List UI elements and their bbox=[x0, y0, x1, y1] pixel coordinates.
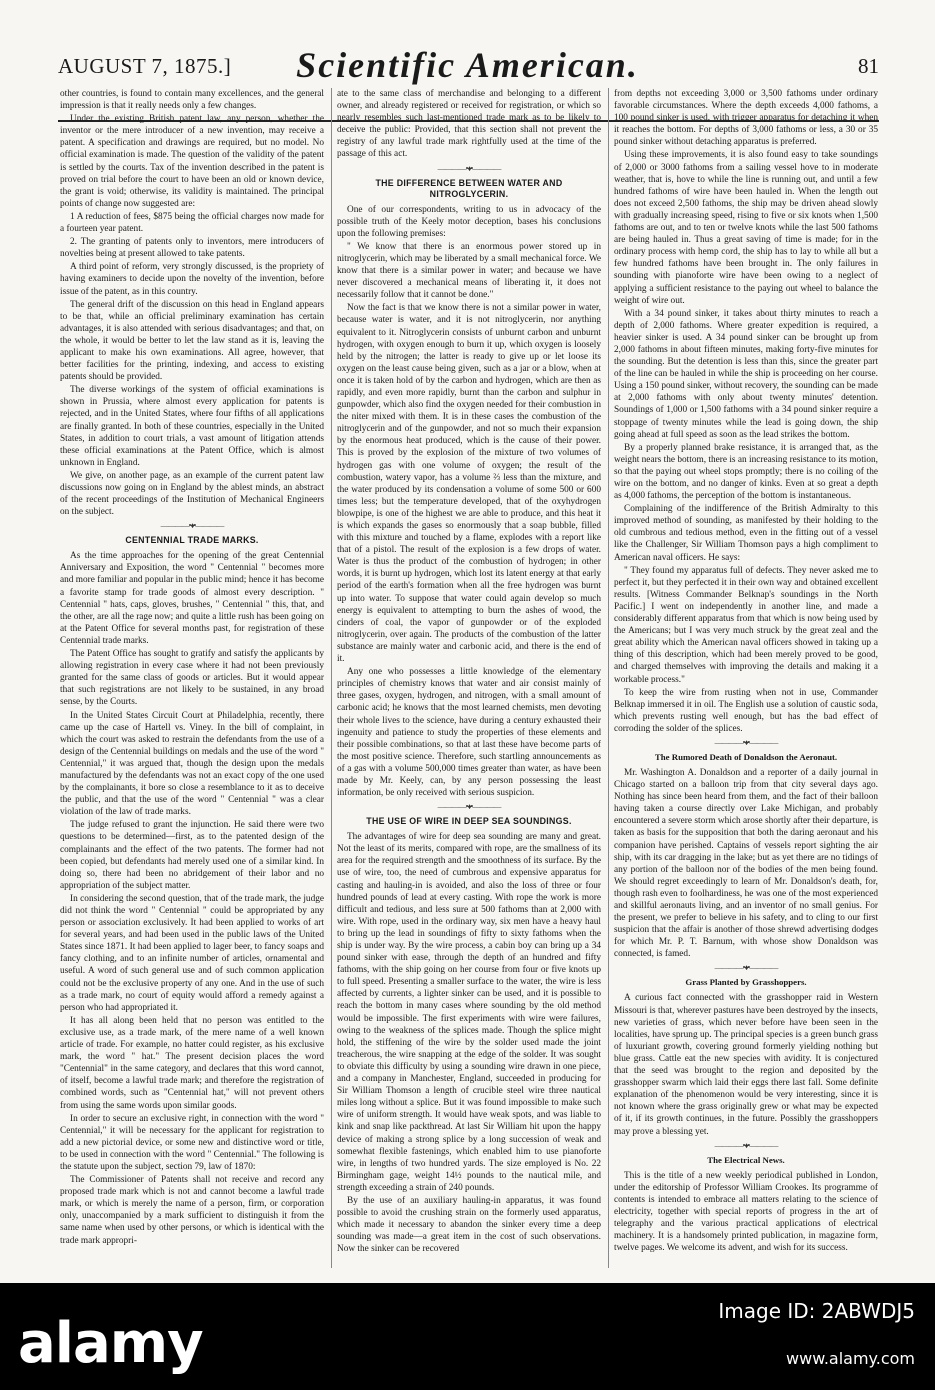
section-divider-ornament bbox=[614, 1142, 878, 1150]
section-divider-ornament bbox=[614, 964, 878, 972]
column-divider bbox=[608, 88, 609, 1268]
paragraph: We give, on another page, as an example of the current patent law discussions now going on in England by the ablest minds, an abstract of the recent proceedings of the Institution of Mechanical Engineers on the subject. bbox=[60, 470, 324, 518]
paragraph: " They found my apparatus full of defects. They never asked me to perfect it, but they perfected it in their own way and obtained excellent results. [Witness Commander Belknap's soundings in the North Pacific.] I went on independently in another line, and made a considerably different apparatus from that which is now being used by the Americans; but I was very much struck by the great zeal and the great ability which the American naval officers showed in taking up a thing of this description, which had been merely proved to be good, and charged themselves with improving the details and making it a workable process." bbox=[614, 565, 878, 685]
paragraph: from depths not exceeding 3,000 or 3,500 fathoms under ordinary favorable circumstances. Where the depth exceeds 4,000 fathoms, a 100 pound sinker is used, with trigger apparatus for detaching it when it reaches the bottom. For depths of 3,000 fathoms or less, a 30 or 35 pound sinker without detaching apparatus is preferred. bbox=[614, 89, 878, 148]
paragraph: To keep the wire from rusting when not in use, Commander Belknap immersed it in oil. The English use a solution of caustic soda, which prevents rusting well enough, but has the bad effect of corroding the solder of the splices. bbox=[614, 687, 878, 734]
paragraph: In order to secure an exclusive right, in connection with the word " Centennial," it will be necessary for the applicant for registration to add a new pictorial device, or some new and distinctive word or title, to be used in connection with the word " Centennial." The following is the statute upon the subject, section 79, law of 1870: bbox=[60, 1113, 324, 1172]
column-divider bbox=[331, 88, 332, 1268]
column-2 bbox=[337, 88, 601, 1273]
article-heading-centennial-trade-marks: CENTENNIAL TRADE MARKS. bbox=[125, 535, 259, 546]
paragraph: The Patent Office has sought to gratify and satisfy the applicants by allowing registration in every case where it had not been previously granted for the same class of goods or articles. But it would appear that such registrations are not likely to be sustained, in any broad sense, by the Courts. bbox=[60, 649, 324, 708]
paragraph: Mr. Washington A. Donaldson and a reporter of a daily journal in Chicago started on a balloon trip from that city several days ago. Nothing has since been heard from them, and the fact of their balloon having taken a course directly over Lake Michigan, and probably encountered a severe storm which arose shortly after their departure, is taken as basis for the supposition that both the daring aeronaut and his companion have perished. Captains of vessels report sighting the air ship, with its car dragging in the lake; but as yet there are no tidings of any portion of the balloon nor of the bodies of the men being found. We should regret exceedingly to learn of Mr. Donaldson's death, for, though rash even to foolhardiness, he was one of the most experienced and skillful aeronauts living, and an inventor of no small genius. For the present, we prefer to believe in his safety, and to cling to our first suspicion that the affair is another of those shrewd advertising dodges for which Mr. P. T. Barnum, with whose show Donaldson was connected, is famed. bbox=[614, 767, 878, 960]
paragraph: Complaining of the indifference of the British Admiralty to this improved method of sounding, as manifested by their holding to the old cumbrous and tedious method, even in the fitting out of a vessel like the Challenger, Sir William Thomson pays a high compliment to American naval officers. He says: bbox=[614, 504, 878, 563]
masthead-title: Scientific American. bbox=[296, 45, 639, 85]
paragraph: One of our correspondents, writing to us in advocacy of the possible truth of the Keely motor deception, bases his conclusions upon the following premises: bbox=[337, 204, 601, 239]
paragraph: It has all along been held that no person was entitled to the exclusive use, as a trade mark, of the mere name of a well known article of trade. For example, no hatter could register, as his exclusive mark, the word " hat." The present decision places the word "Centennial" in the same category, and declares that this word cannot, of itself, become a lawful trade mark; and therefore the registration of combined words, such as "Centennial hat," will not prevent others from using the same words upon similar goods. bbox=[60, 1015, 324, 1111]
article-heading-wire-soundings: THE USE OF WIRE IN DEEP SEA SOUNDINGS. bbox=[366, 816, 572, 827]
section-divider-ornament bbox=[337, 803, 601, 811]
paragraph: other countries, is found to contain many excellences, and the general impression is that it really needs only a few changes. bbox=[60, 89, 324, 112]
paragraph: ate to the same class of merchandise and belonging to a different owner, and already registered or received for registration, or which so nearly resembles such last-mentioned trade mark as to be likely to deceive the public: Provided, that this section shall not prevent the registry of any lawful trade mark rightfully used at the time of the passage of this act. bbox=[337, 89, 601, 160]
article-heading-water-nitroglycerin: THE DIFFERENCE BETWEEN WATER AND NITROGLYCERIN. bbox=[375, 177, 563, 199]
paragraph: In the United States Circuit Court at Philadelphia, recently, there came up the case of Hartell vs. Viney. In the bill of complaint, in which the court was asked to restrain the defendants from the use of a design of the Centennial buildings on medals and the use of the word " Centennial," it was argued that, though the design upon the medals manufactured by the defendants was not an exact copy of the one used by the complainants, it bore so close a resemblance to it as to deceive the public, and that the use of the word " Centennial " was a clear violation of the law of trade marks. bbox=[60, 710, 324, 818]
paragraph: The Commissioner of Patents shall not receive and record any proposed trade mark which is not and cannot become a lawful trade mark, or which is merely the name of a person, firm, or corporation only, unaccompanied by a mark sufficient to distinguish it from the same name when used by other persons, or which is identical with the trade mark appropri- bbox=[60, 1175, 324, 1246]
article-heading-grass: Grass Planted by Grasshoppers. bbox=[685, 977, 807, 988]
paragraph: The judge refused to grant the injunction. He said there were two questions to be determined—first, as to the patented design of the complainants and the effect of the two patents. The former had not been copied, but defendants had merely used one of a similar kind. In doing so, there had been no abridgement of their labor and no appropriation of the subject matter. bbox=[60, 820, 324, 891]
paragraph: The general drift of the discussion on this head in England appears to be that, while an official preliminary examination has certain advantages, it is also attended with serious disadvantages; and that, on the whole, it would be better to let the law stand as it is, leaving the applicant to make his own examinations. All agree, however, that better facilities for the printing, indexing, and access to existing patents should be provided. bbox=[60, 299, 324, 383]
column-3 bbox=[614, 88, 878, 1273]
paragraph: 2. The granting of patents only to inventors, mere introducers of novelties being at present allowed to take patents. bbox=[60, 237, 324, 260]
article-heading-donaldson: The Rumored Death of Donaldson the Aeronaut. bbox=[654, 751, 838, 762]
paragraph: With a 34 pound sinker, it takes about thirty minutes to reach a depth of 2,000 fathoms. Where greater expedition is required, a heavier sinker is used. A 34 pound sinker can be brought up from 2,000 fathoms in about fifteen minutes, making forty-five minutes for the sounding. But the detention is less than this, since the greater part of the line can be hauled in while the ship is proceeding on her course. Using a 150 pound sinker, without recovery, the sounding can be made at 2,000 fathoms with only about twenty minutes' detention. Soundings of 1,000 or 1,500 fathoms with a 34 pound sinker require a stoppage of twenty minutes while the lead is going down, the ship going ahead at full speed as soon as the lead strikes the bottom. bbox=[614, 308, 878, 440]
paragraph: This is the title of a new weekly periodical published in London, under the editorship of Professor William Crookes. Its programme of contents is intended to embrace all matters relating to the science of electricity, together with special reports of progress in the art of telegraphy and the various practical applications of electrical machinery. It is a handsomely printed publication, in magazine form, twelve pages. We welcome its advent, and wish for its success. bbox=[614, 1170, 878, 1254]
paragraph: Now the fact is that we know there is not a similar power in water, because water is water, and it is not nitroglycerin, nor anything equivalent to it. Nitroglycerin consists of unburnt carbon and unburnt hydrogen, with oxygen enough to burn it up, which oxygen is loosely held by the nitrogen; the latter is ready to give up or let loose its oxygen on the least cause being given, such as a jar or a blow, when at once it is taken hold of by the carbon and hydrogen, which are then as rapidly, and even more rapidly, burnt than the carbon and sulphur in gunpowder, which also find the oxygen needed for their combustion in the niter mixed with them. It is in these cases the combustion of the nitroglycerin and of the gunpowder, and not so much their expansion by the enormous heat produced, which is the cause of their power. This is proved by the explosion of the mixture of two volumes of hydrogen gas with one volume of oxygen; the result of the combustion, watery vapor, has a volume ⅔ less than the mixture, and the water produced by its condensation a volume of some 500 or 600 times less; but the temperature developed, that of the oxyhydrogen blowpipe, is one of the highest we are able to produce, and this heat it is which expands the gases so enormously that a soap bubble, filled with this mixture and touched by a flame, explodes with a report like that of a pistol. The result of the explosion is a few drops of water. Water is thus the product of the combustion of hydrogen; in other words, it is burnt up hydrogen, which lost its latent energy at that early period of the earth's formation when all the free hydrogen was burnt up into water. To suppose that water could again develop so much energy is equivalent to attempting to burn the ashes of wood, the cinders of coal, the vapor of gunpowder or of the exploded nitroglycerin, over again. The products of the combustion of the latter substance are mainly water and carbonic acid, and there is the end of it. bbox=[337, 303, 601, 665]
watermark-banner bbox=[0, 1283, 935, 1390]
section-divider-ornament bbox=[337, 165, 601, 173]
paragraph: In considering the second question, that of the trade mark, the judge did not think the word " Centennial " could be appropriated by any person or association exclusively. It had been applied to works of art for several years, and had been used in the public laws of the United States since 1871. It had been applied to lager beer, to fancy soaps and fancy clothing, and to an infinite number of articles, ornamental and useful. A word of such general use and of such common application could not be the exclusive property of any one. And in the use of such as a trade mark, no court of equity would afford a remedy against a person who had appropriated it. bbox=[60, 893, 324, 1013]
article-columns bbox=[60, 88, 878, 1273]
paragraph: As the time approaches for the opening of the great Centennial Anniversary and Exposition, the word " Centennial " becomes more and more familiar and popular in the public mind; hence it has become a favorite stamp for trade goods of almost every description. " Centennial " hats, caps, gloves, brushes, " Centennial " this, that, and the other, are all the rage now; and quite a little rush has been going on at the Patent Office for several months past, for registration of these Centennial trade marks. bbox=[60, 551, 324, 646]
paragraph: By a properly planned brake resistance, it is arranged that, as the weight nears the bottom, there is an increasing resistance to its motion, so that the paying out wheel stops promptly; there is no coiling of the wire on the bottom, and no danger of kinks. Even at so great a depth as 4,000 fathoms, the perception of the bottom is instantaneous. bbox=[614, 442, 878, 502]
paragraph: The diverse workings of the system of official examinations is shown in Prussia, where almost every application for patents is rejected, and in the United States, where four fifths of all applications are finally granted. In both of these countries, especially in the United States, in addition to court trials, a vast amount of litigation attends these official examinations at the Patent Office, which is almost unknown in England. bbox=[60, 385, 324, 468]
paragraph: " We know that there is an enormous power stored up in nitroglycerin, which may be liberated by a small mechanical force. We know that there is a similar power in water; and because we have never discovered a mechanical means of liberating it, it does not necessarily follow that it cannot be done." bbox=[337, 241, 601, 301]
paragraph: By the use of an auxiliary hauling-in apparatus, it was found possible to avoid the crushing strain on the formerly used apparatus, which made it necessary to abandon the sinker every time a deep sounding was made—a great item in the cost of such observations. Now the sinker can be recovered bbox=[337, 1195, 601, 1255]
paragraph: The advantages of wire for deep sea sounding are many and great. Not the least of its merits, compared with rope, are the smallness of its area for the required strength and the smoothness of its surface. By the use of wire, too, the need of cumbrous and expensive apparatus for casting and hauling-in is avoided, and also the loss of three or four hundred pounds of lead at every casting. With rope the work is more difficult and tedious, and less sure at 500 fathoms than at 2,000 with wire. With rope, used in the ordinary way, six men have a heavy haul to bring up the lead in soundings of fifty to sixty fathoms when the ship is under way. By the wire process, a cabin boy can bring up a 34 pound sinker with ease, through the depth of an hundred and fifty fathoms, with the ship going on her course from four or five knots up to full speed. Presenting a smaller surface to the water, the wire is less affected by currents, a lighter sinker can be used, and it is possible to reach the bottom in many cases where sounding by the old method would be impossible. The first experiments with wire were failures, owing to the weakness of the splices made. Though the splice might hold, the stiffening of the wire by the solder used made the joint treacherous, the wire snapping at the edge of the solder. It was sought to obviate this difficulty by using a sounding wire drawn in one piece, and a company in Manchester, England, succeeded in producing for Sir William Thomson a length of crucible steel wire three nautical miles long without a splice. But it was found impossible to make such wire of uniform strength. It would have weak spots, and was liable to kink and snap like packthread. At last Sir William hit upon the happy device of making a strong splice by a long succession of weak and somewhat flexible fastenings, which enabled him to use pianoforte wire, in lengths of two hundred yards. The size employed is No. 22 Birmingham gage, weight 14½ pounds to the nautical mile, and strength exceeding a strain of 240 pounds. bbox=[337, 832, 601, 1193]
article-heading-electrical-news: The Electrical News. bbox=[707, 1154, 785, 1165]
paragraph: A third point of reform, very strongly discussed, is the propriety of having examiners to decide upon the novelty of the invention, before issue of the patent, as in this country. bbox=[60, 262, 324, 297]
paragraph: 1 A reduction of fees, $875 being the official charges now made for a fourteen year patent. bbox=[60, 211, 324, 235]
page-number: 81 bbox=[858, 54, 879, 78]
brand-logo: alamy bbox=[18, 1311, 203, 1376]
issue-date: AUGUST 7, 1875.] bbox=[58, 54, 232, 78]
image-id-label: Image ID: 2ABWDJ5 bbox=[718, 1299, 915, 1323]
section-divider-ornament bbox=[614, 739, 878, 747]
paragraph: Under the existing British patent law, any person, whether the inventor or the mere introducer of a new invention, may receive a patent. A specification and drawings are required, but no model. No official examination is made. The question of the validity of the patent is settled by the courts. Tax of the invention described in the patent is proved on trial before the court to have been an old or known device, the grant is void; otherwise, its validity is maintained. The principal points of change now suggested are: bbox=[60, 114, 324, 209]
paragraph: Any one who possesses a little knowledge of the elementary principles of chemistry knows that water and air consist mainly of three gases, oxygen, hydrogen, and nitrogen, with a small amount of carbonic acid; he knows that the most learned chemists, men devoting their whole lives to the science, have during a century exhausted their ingenuity and patience to study the properties of these elements and their possible combinations, so that at last these have become parts of the most positive science. Therefore, such startling announcements as of a gas with a volume 500,000 times greater than water, as have been made by Mr. Keely, can, by any person possessing the least information, be only received with serious suspicion. bbox=[337, 667, 601, 799]
site-url-label: www.alamy.com bbox=[786, 1349, 915, 1368]
section-divider-ornament bbox=[60, 522, 324, 530]
paragraph: A curious fact connected with the grasshopper raid in Western Missouri is that, wherever pastures have been destroyed by the insects, new varieties of grass, which never before have been seen in the localities, have sprung up. The principal species is a green bunch grass of luxuriant growth, covering ground formerly yielding nothing but blue grass. Cattle eat the new species with avidity. It is conjectured that the seed was brought to the region and deposited by the grasshopper swarm which laid their eggs there last fall. Some definite explanation of the phenomenon would be very interesting, since it is not known where the grass originally grew or what may be expected of it, if its growth continues, in the future. Possibly the grasshoppers may prove a blessing yet. bbox=[614, 993, 878, 1137]
column-1 bbox=[60, 88, 324, 1273]
paragraph: Using these improvements, it is also found easy to take soundings of 2,000 or 3000 fathoms from a sailing vessel hove to in moderate weather, that is, hove to while the line is running out, and until a few hundred fathoms of wire have been hauled in. When the length out does not exceed 2,500 fathoms, the ship may be driven ahead slowly with gradually increasing speed, rising to five or six knots when 1,500 fathoms are out, and to ten or twelve knots while the last 500 fathoms are being hauled in. Thus a great saving of time is made; for in the ordinary process with hemp cord, the ship has to lay to while all but a few hundred fathoms have been brought in. The only failures in sounding with pianoforte wire have been owing to a neglect of applying a sufficient resistance to the paying out wheel to balance the weight of wire out. bbox=[614, 150, 878, 306]
